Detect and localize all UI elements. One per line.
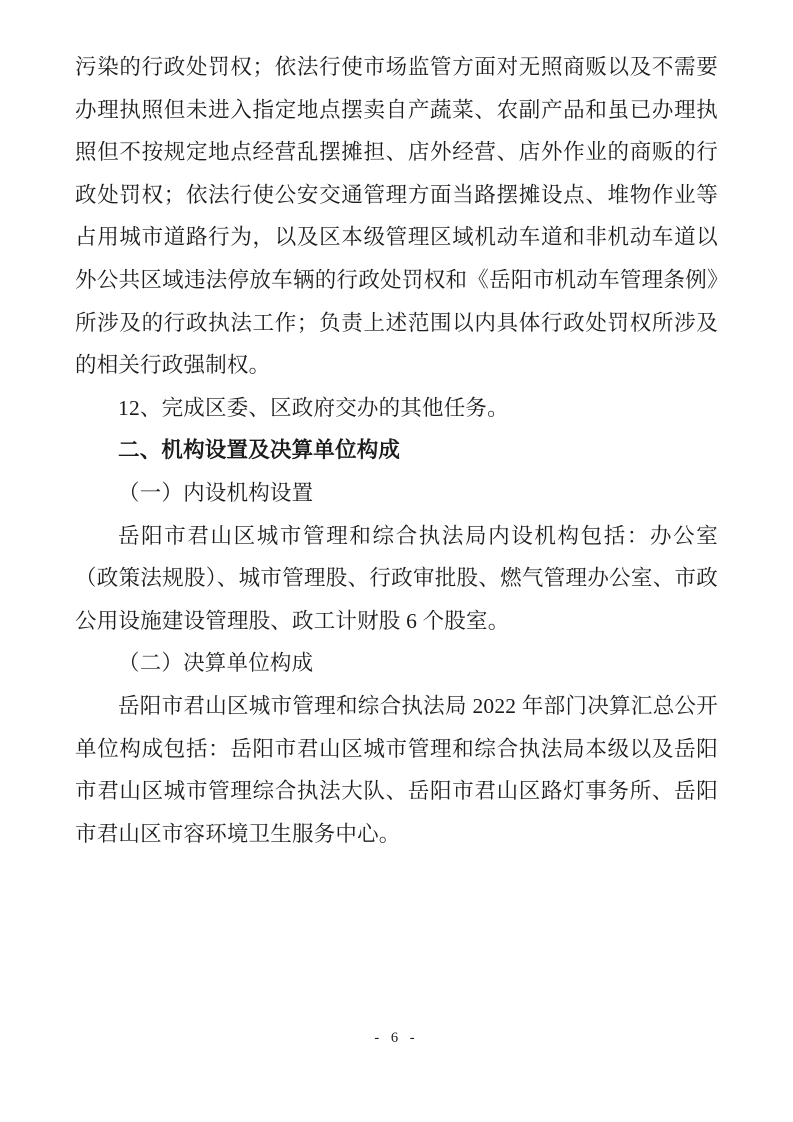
section-heading-org-setup: 二、机构设置及决算单位构成	[118, 438, 401, 463]
paragraph-duties-continuation: 污染的行政处罚权；依法行使市场监管方面对无照商贩以及不需要办理执照但未进入指定地点摆卖自产蔬菜、农副产品和虽已办理执照但不按规定地点经营乱摆摊担、店外经营、店外作业的商贩的行政处罚权；依法行使公安交通管理方面当路摆摊设点、堆物作业等占用城市道路行为，以及区本级管理区域机动车道和非机动车道以外公共区域违法停放车辆的行政处罚权和《岳阳市机动车管理条例》所涉及的行政执法工作；负责上述范围以内具体行政处罚权所涉及的相关行政强制权。	[75, 55, 718, 378]
paragraph-accounting-units: 岳阳市君山区城市管理和综合执法局 2022 年部门决算汇总公开单位构成包括：岳阳市君山区城市管理和综合执法局本级以及岳阳市君山区城市管理综合执法大队、岳阳市君山区路灯事务所、岳阳市君山区市容环境卫生服务中心。	[75, 693, 718, 846]
page-number: - 6 -	[374, 1030, 419, 1046]
paragraph-internal-organs: 岳阳市君山区城市管理和综合执法局内设机构包括：办公室（政策法规股）、城市管理股、行政审批股、燃气管理办公室、市政公用设施建设管理股、政工计财股 6 个股室。	[75, 523, 718, 633]
document-body	[75, 46, 718, 855]
paragraph-duty-12: 12、完成区委、区政府交办的其他任务。	[118, 395, 509, 420]
subheading-internal-organs: （一）内设机构设置	[118, 480, 314, 505]
subheading-accounting-units: （二）决算单位构成	[118, 651, 314, 676]
